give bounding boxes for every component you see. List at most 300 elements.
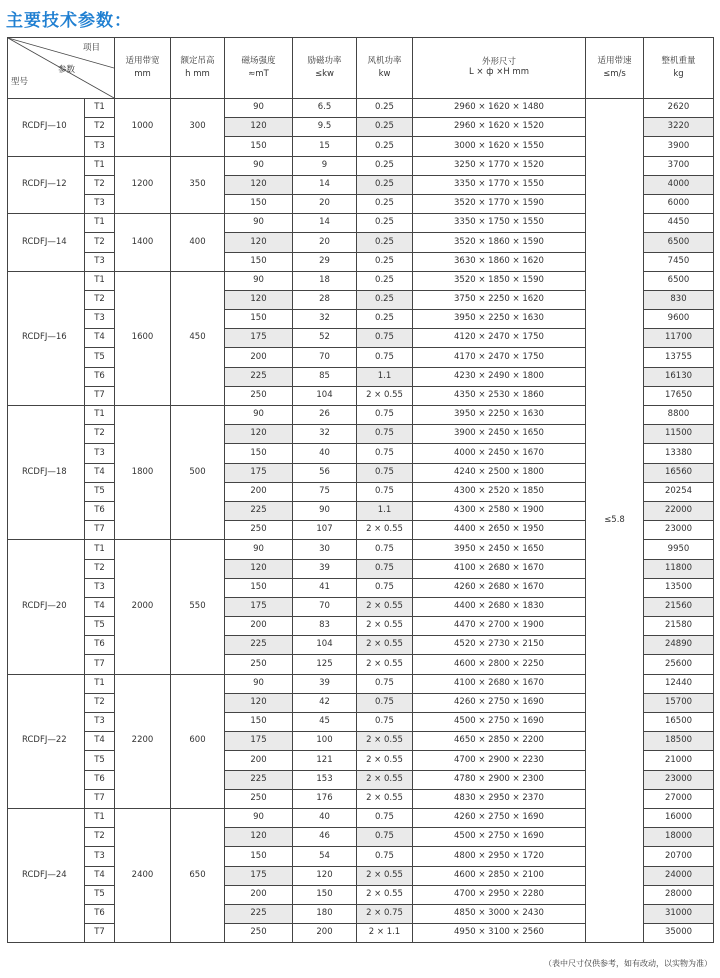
type-cell: T6 bbox=[85, 904, 115, 923]
fan-power-cell: 2 × 0.55 bbox=[357, 655, 413, 674]
field-strength-cell: 90 bbox=[225, 674, 293, 693]
field-strength-cell: 250 bbox=[225, 924, 293, 943]
field-strength-cell: 120 bbox=[225, 425, 293, 444]
excite-power-cell: 176 bbox=[293, 789, 357, 808]
dimensions-cell: 4170 × 2470 × 1750 bbox=[413, 348, 586, 367]
field-strength-cell: 120 bbox=[225, 118, 293, 137]
type-cell: T3 bbox=[85, 713, 115, 732]
excite-power-cell: 20 bbox=[293, 233, 357, 252]
dimensions-cell: 4800 × 2950 × 1720 bbox=[413, 847, 586, 866]
fan-power-cell: 0.25 bbox=[357, 233, 413, 252]
type-cell: T1 bbox=[85, 406, 115, 425]
type-cell: T4 bbox=[85, 732, 115, 751]
weight-cell: 18500 bbox=[644, 732, 714, 751]
weight-cell: 2620 bbox=[644, 99, 714, 118]
field-strength-cell: 250 bbox=[225, 386, 293, 405]
model-cell: RCDFJ—10 bbox=[8, 99, 85, 157]
lift-height-cell: 500 bbox=[171, 406, 225, 540]
fan-power-cell: 0.75 bbox=[357, 444, 413, 463]
excite-power-cell: 125 bbox=[293, 655, 357, 674]
dimensions-cell: 4300 × 2520 × 1850 bbox=[413, 482, 586, 501]
weight-cell: 16560 bbox=[644, 463, 714, 482]
weight-cell: 4450 bbox=[644, 214, 714, 233]
fan-power-cell: 0.75 bbox=[357, 406, 413, 425]
weight-cell: 11500 bbox=[644, 425, 714, 444]
lift-height-cell: 300 bbox=[171, 99, 225, 157]
type-cell: T3 bbox=[85, 310, 115, 329]
weight-cell: 31000 bbox=[644, 904, 714, 923]
fan-power-cell: 2 × 0.55 bbox=[357, 732, 413, 751]
weight-cell: 3900 bbox=[644, 137, 714, 156]
weight-cell: 27000 bbox=[644, 789, 714, 808]
fan-power-cell: 0.25 bbox=[357, 156, 413, 175]
weight-cell: 13755 bbox=[644, 348, 714, 367]
fan-power-cell: 0.25 bbox=[357, 214, 413, 233]
excite-power-cell: 46 bbox=[293, 828, 357, 847]
weight-cell: 16500 bbox=[644, 713, 714, 732]
type-cell: T4 bbox=[85, 866, 115, 885]
excite-power-cell: 121 bbox=[293, 751, 357, 770]
field-strength-cell: 175 bbox=[225, 732, 293, 751]
field-strength-cell: 120 bbox=[225, 290, 293, 309]
fan-power-cell: 2 × 0.55 bbox=[357, 866, 413, 885]
field-strength-cell: 120 bbox=[225, 693, 293, 712]
fan-power-cell: 0.75 bbox=[357, 674, 413, 693]
excite-power-cell: 20 bbox=[293, 194, 357, 213]
type-cell: T1 bbox=[85, 674, 115, 693]
fan-power-cell: 0.25 bbox=[357, 99, 413, 118]
weight-cell: 7450 bbox=[644, 252, 714, 271]
weight-cell: 6500 bbox=[644, 233, 714, 252]
fan-power-cell: 0.75 bbox=[357, 828, 413, 847]
lift-height-cell: 450 bbox=[171, 271, 225, 405]
dimensions-cell: 4100 × 2680 × 1670 bbox=[413, 559, 586, 578]
fan-power-cell: 2 × 1.1 bbox=[357, 924, 413, 943]
weight-cell: 21000 bbox=[644, 751, 714, 770]
type-cell: T7 bbox=[85, 386, 115, 405]
field-strength-cell: 200 bbox=[225, 348, 293, 367]
excite-power-cell: 28 bbox=[293, 290, 357, 309]
weight-cell: 9950 bbox=[644, 540, 714, 559]
belt-width-cell: 1800 bbox=[115, 406, 171, 540]
excite-power-cell: 83 bbox=[293, 617, 357, 636]
excite-power-cell: 90 bbox=[293, 501, 357, 520]
fan-power-cell: 0.25 bbox=[357, 290, 413, 309]
field-strength-cell: 200 bbox=[225, 885, 293, 904]
type-cell: T1 bbox=[85, 540, 115, 559]
fan-power-cell: 0.75 bbox=[357, 713, 413, 732]
field-strength-cell: 250 bbox=[225, 655, 293, 674]
dimensions-cell: 4830 × 2950 × 2370 bbox=[413, 789, 586, 808]
dimensions-cell: 4240 × 2500 × 1800 bbox=[413, 463, 586, 482]
dimensions-cell: 4850 × 3000 × 2430 bbox=[413, 904, 586, 923]
excite-power-cell: 107 bbox=[293, 521, 357, 540]
fan-power-cell: 0.25 bbox=[357, 271, 413, 290]
type-cell: T5 bbox=[85, 751, 115, 770]
fan-power-cell: 0.75 bbox=[357, 329, 413, 348]
dimensions-cell: 3900 × 2450 × 1650 bbox=[413, 425, 586, 444]
belt-width-cell: 2000 bbox=[115, 540, 171, 674]
fan-power-cell: 2 × 0.55 bbox=[357, 770, 413, 789]
weight-cell: 17650 bbox=[644, 386, 714, 405]
field-strength-cell: 200 bbox=[225, 617, 293, 636]
weight-cell: 11800 bbox=[644, 559, 714, 578]
dimensions-cell: 4650 × 2850 × 2200 bbox=[413, 732, 586, 751]
header-belt-speed: 适用带速 ≤m/s bbox=[586, 38, 644, 99]
field-strength-cell: 90 bbox=[225, 99, 293, 118]
field-strength-cell: 120 bbox=[225, 559, 293, 578]
dimensions-cell: 4000 × 2450 × 1670 bbox=[413, 444, 586, 463]
header-belt-width: 适用带宽 mm bbox=[115, 38, 171, 99]
dimensions-cell: 4500 × 2750 × 1690 bbox=[413, 713, 586, 732]
type-cell: T7 bbox=[85, 924, 115, 943]
field-strength-cell: 90 bbox=[225, 271, 293, 290]
fan-power-cell: 0.25 bbox=[357, 310, 413, 329]
model-cell: RCDFJ—22 bbox=[8, 674, 85, 808]
dimensions-cell: 3350 × 1770 × 1550 bbox=[413, 175, 586, 194]
weight-cell: 8800 bbox=[644, 406, 714, 425]
model-cell: RCDFJ—20 bbox=[8, 540, 85, 674]
excite-power-cell: 14 bbox=[293, 175, 357, 194]
excite-power-cell: 45 bbox=[293, 713, 357, 732]
type-cell: T7 bbox=[85, 521, 115, 540]
weight-cell: 9600 bbox=[644, 310, 714, 329]
belt-width-cell: 1000 bbox=[115, 99, 171, 157]
type-cell: T5 bbox=[85, 617, 115, 636]
dimensions-cell: 4260 × 2750 × 1690 bbox=[413, 808, 586, 827]
page-title: 主要技术参数： bbox=[6, 11, 132, 31]
field-strength-cell: 225 bbox=[225, 636, 293, 655]
weight-cell: 12440 bbox=[644, 674, 714, 693]
type-cell: T1 bbox=[85, 214, 115, 233]
dimensions-cell: 4350 × 2530 × 1860 bbox=[413, 386, 586, 405]
weight-cell: 6500 bbox=[644, 271, 714, 290]
belt-speed-cell: ≤5.8 bbox=[586, 99, 644, 943]
excite-power-cell: 29 bbox=[293, 252, 357, 271]
excite-power-cell: 42 bbox=[293, 693, 357, 712]
type-cell: T3 bbox=[85, 194, 115, 213]
field-strength-cell: 150 bbox=[225, 847, 293, 866]
dimensions-cell: 4500 × 2750 × 1690 bbox=[413, 828, 586, 847]
type-cell: T1 bbox=[85, 271, 115, 290]
dimensions-cell: 3000 × 1620 × 1550 bbox=[413, 137, 586, 156]
type-cell: T6 bbox=[85, 770, 115, 789]
weight-cell: 25600 bbox=[644, 655, 714, 674]
lift-height-cell: 550 bbox=[171, 540, 225, 674]
dimensions-cell: 3350 × 1750 × 1550 bbox=[413, 214, 586, 233]
weight-cell: 11700 bbox=[644, 329, 714, 348]
weight-cell: 20254 bbox=[644, 482, 714, 501]
dimensions-cell: 2960 × 1620 × 1480 bbox=[413, 99, 586, 118]
excite-power-cell: 6.5 bbox=[293, 99, 357, 118]
field-strength-cell: 150 bbox=[225, 444, 293, 463]
fan-power-cell: 2 × 0.55 bbox=[357, 597, 413, 616]
field-strength-cell: 90 bbox=[225, 156, 293, 175]
weight-cell: 20700 bbox=[644, 847, 714, 866]
type-cell: T2 bbox=[85, 175, 115, 194]
dimensions-cell: 3250 × 1770 × 1520 bbox=[413, 156, 586, 175]
dimensions-cell: 3520 × 1860 × 1590 bbox=[413, 233, 586, 252]
fan-power-cell: 0.75 bbox=[357, 693, 413, 712]
excite-power-cell: 40 bbox=[293, 444, 357, 463]
header-corner bbox=[8, 38, 115, 99]
model-cell: RCDFJ—16 bbox=[8, 271, 85, 405]
type-cell: T3 bbox=[85, 578, 115, 597]
weight-cell: 3700 bbox=[644, 156, 714, 175]
weight-cell: 35000 bbox=[644, 924, 714, 943]
field-strength-cell: 200 bbox=[225, 482, 293, 501]
weight-cell: 6000 bbox=[644, 194, 714, 213]
header-corner-param: 参数 bbox=[58, 65, 76, 75]
dimensions-cell: 4260 × 2750 × 1690 bbox=[413, 693, 586, 712]
type-cell: T6 bbox=[85, 636, 115, 655]
type-cell: T1 bbox=[85, 808, 115, 827]
field-strength-cell: 150 bbox=[225, 713, 293, 732]
type-cell: T4 bbox=[85, 597, 115, 616]
type-cell: T2 bbox=[85, 118, 115, 137]
dimensions-cell: 4600 × 2850 × 2100 bbox=[413, 866, 586, 885]
lift-height-cell: 600 bbox=[171, 674, 225, 808]
dimensions-cell: 4950 × 3100 × 2560 bbox=[413, 924, 586, 943]
field-strength-cell: 120 bbox=[225, 175, 293, 194]
model-cell: RCDFJ—24 bbox=[8, 808, 85, 942]
header-fan-power: 风机功率 kw bbox=[357, 38, 413, 99]
fan-power-cell: 2 × 0.55 bbox=[357, 521, 413, 540]
table-body bbox=[8, 99, 714, 943]
weight-cell: 16000 bbox=[644, 808, 714, 827]
field-strength-cell: 250 bbox=[225, 521, 293, 540]
header-lift-height: 额定吊高 h mm bbox=[171, 38, 225, 99]
dimensions-cell: 3950 × 2250 × 1630 bbox=[413, 406, 586, 425]
lift-height-cell: 650 bbox=[171, 808, 225, 942]
field-strength-cell: 225 bbox=[225, 501, 293, 520]
header-field-strength: 磁场强度 ≈mT bbox=[225, 38, 293, 99]
table-row bbox=[8, 99, 714, 118]
excite-power-cell: 200 bbox=[293, 924, 357, 943]
type-cell: T5 bbox=[85, 885, 115, 904]
excite-power-cell: 30 bbox=[293, 540, 357, 559]
type-cell: T7 bbox=[85, 655, 115, 674]
fan-power-cell: 2 × 0.75 bbox=[357, 904, 413, 923]
field-strength-cell: 175 bbox=[225, 463, 293, 482]
type-cell: T2 bbox=[85, 828, 115, 847]
excite-power-cell: 39 bbox=[293, 559, 357, 578]
fan-power-cell: 2 × 0.55 bbox=[357, 386, 413, 405]
fan-power-cell: 0.25 bbox=[357, 252, 413, 271]
fan-power-cell: 0.75 bbox=[357, 540, 413, 559]
field-strength-cell: 150 bbox=[225, 137, 293, 156]
type-cell: T2 bbox=[85, 290, 115, 309]
excite-power-cell: 40 bbox=[293, 808, 357, 827]
field-strength-cell: 90 bbox=[225, 406, 293, 425]
excite-power-cell: 153 bbox=[293, 770, 357, 789]
dimensions-cell: 4700 × 2900 × 2230 bbox=[413, 751, 586, 770]
fan-power-cell: 0.75 bbox=[357, 348, 413, 367]
field-strength-cell: 225 bbox=[225, 904, 293, 923]
type-cell: T2 bbox=[85, 425, 115, 444]
belt-width-cell: 2200 bbox=[115, 674, 171, 808]
dimensions-cell: 4600 × 2800 × 2250 bbox=[413, 655, 586, 674]
excite-power-cell: 52 bbox=[293, 329, 357, 348]
lift-height-cell: 400 bbox=[171, 214, 225, 272]
weight-cell: 13380 bbox=[644, 444, 714, 463]
fan-power-cell: 1.1 bbox=[357, 367, 413, 386]
type-cell: T3 bbox=[85, 444, 115, 463]
dimensions-cell: 4520 × 2730 × 2150 bbox=[413, 636, 586, 655]
fan-power-cell: 0.75 bbox=[357, 578, 413, 597]
dimensions-cell: 4780 × 2900 × 2300 bbox=[413, 770, 586, 789]
dimensions-cell: 3520 × 1770 × 1590 bbox=[413, 194, 586, 213]
header-corner-item: 项目 bbox=[82, 43, 100, 53]
excite-power-cell: 32 bbox=[293, 425, 357, 444]
fan-power-cell: 2 × 0.55 bbox=[357, 789, 413, 808]
weight-cell: 15700 bbox=[644, 693, 714, 712]
weight-cell: 21560 bbox=[644, 597, 714, 616]
field-strength-cell: 90 bbox=[225, 214, 293, 233]
fan-power-cell: 0.25 bbox=[357, 175, 413, 194]
field-strength-cell: 90 bbox=[225, 808, 293, 827]
belt-width-cell: 1200 bbox=[115, 156, 171, 214]
header-excite-power: 励磁功率 ≤kw bbox=[293, 38, 357, 99]
fan-power-cell: 0.75 bbox=[357, 847, 413, 866]
dimensions-cell: 2960 × 1620 × 1520 bbox=[413, 118, 586, 137]
spec-table bbox=[7, 37, 714, 943]
field-strength-cell: 90 bbox=[225, 540, 293, 559]
fan-power-cell: 0.25 bbox=[357, 194, 413, 213]
weight-cell: 22000 bbox=[644, 501, 714, 520]
dimensions-cell: 3750 × 2250 × 1620 bbox=[413, 290, 586, 309]
excite-power-cell: 100 bbox=[293, 732, 357, 751]
weight-cell: 830 bbox=[644, 290, 714, 309]
field-strength-cell: 225 bbox=[225, 770, 293, 789]
type-cell: T7 bbox=[85, 789, 115, 808]
dimensions-cell: 4700 × 2950 × 2280 bbox=[413, 885, 586, 904]
weight-cell: 23000 bbox=[644, 521, 714, 540]
fan-power-cell: 2 × 0.55 bbox=[357, 617, 413, 636]
lift-height-cell: 350 bbox=[171, 156, 225, 214]
dimensions-cell: 4400 × 2650 × 1950 bbox=[413, 521, 586, 540]
type-cell: T3 bbox=[85, 847, 115, 866]
excite-power-cell: 26 bbox=[293, 406, 357, 425]
weight-cell: 4000 bbox=[644, 175, 714, 194]
dimensions-cell: 4120 × 2470 × 1750 bbox=[413, 329, 586, 348]
fan-power-cell: 1.1 bbox=[357, 501, 413, 520]
field-strength-cell: 225 bbox=[225, 367, 293, 386]
excite-power-cell: 150 bbox=[293, 885, 357, 904]
excite-power-cell: 41 bbox=[293, 578, 357, 597]
excite-power-cell: 14 bbox=[293, 214, 357, 233]
fan-power-cell: 0.75 bbox=[357, 463, 413, 482]
excite-power-cell: 18 bbox=[293, 271, 357, 290]
header-weight: 整机重量 kg bbox=[644, 38, 714, 99]
dimensions-cell: 4100 × 2680 × 1670 bbox=[413, 674, 586, 693]
type-cell: T2 bbox=[85, 233, 115, 252]
weight-cell: 3220 bbox=[644, 118, 714, 137]
header-corner-model: 型号 bbox=[11, 77, 29, 87]
fan-power-cell: 0.75 bbox=[357, 808, 413, 827]
type-cell: T1 bbox=[85, 156, 115, 175]
dimensions-cell: 3520 × 1850 × 1590 bbox=[413, 271, 586, 290]
field-strength-cell: 120 bbox=[225, 233, 293, 252]
excite-power-cell: 104 bbox=[293, 386, 357, 405]
field-strength-cell: 150 bbox=[225, 194, 293, 213]
type-cell: T4 bbox=[85, 329, 115, 348]
fan-power-cell: 0.75 bbox=[357, 559, 413, 578]
model-cell: RCDFJ—14 bbox=[8, 214, 85, 272]
footnote: （表中尺寸仅供参考，如有改动，以实物为准） bbox=[544, 959, 712, 968]
dimensions-cell: 4470 × 2700 × 1900 bbox=[413, 617, 586, 636]
dimensions-cell: 4230 × 2490 × 1800 bbox=[413, 367, 586, 386]
weight-cell: 24000 bbox=[644, 866, 714, 885]
type-cell: T5 bbox=[85, 348, 115, 367]
type-cell: T3 bbox=[85, 137, 115, 156]
type-cell: T3 bbox=[85, 252, 115, 271]
dimensions-cell: 3950 × 2250 × 1630 bbox=[413, 310, 586, 329]
field-strength-cell: 175 bbox=[225, 329, 293, 348]
weight-cell: 23000 bbox=[644, 770, 714, 789]
weight-cell: 21580 bbox=[644, 617, 714, 636]
belt-width-cell: 2400 bbox=[115, 808, 171, 942]
excite-power-cell: 39 bbox=[293, 674, 357, 693]
fan-power-cell: 0.25 bbox=[357, 137, 413, 156]
field-strength-cell: 150 bbox=[225, 578, 293, 597]
weight-cell: 24890 bbox=[644, 636, 714, 655]
fan-power-cell: 0.75 bbox=[357, 425, 413, 444]
excite-power-cell: 56 bbox=[293, 463, 357, 482]
excite-power-cell: 85 bbox=[293, 367, 357, 386]
header-row bbox=[8, 38, 714, 99]
excite-power-cell: 180 bbox=[293, 904, 357, 923]
model-cell: RCDFJ—18 bbox=[8, 406, 85, 540]
weight-cell: 16130 bbox=[644, 367, 714, 386]
dimensions-cell: 3950 × 2450 × 1650 bbox=[413, 540, 586, 559]
field-strength-cell: 175 bbox=[225, 866, 293, 885]
model-cell: RCDFJ—12 bbox=[8, 156, 85, 214]
type-cell: T4 bbox=[85, 463, 115, 482]
weight-cell: 28000 bbox=[644, 885, 714, 904]
dimensions-cell: 4300 × 2580 × 1900 bbox=[413, 501, 586, 520]
fan-power-cell: 0.25 bbox=[357, 118, 413, 137]
header-dimensions: 外形尺寸 L × ф ×H mm bbox=[413, 38, 586, 99]
fan-power-cell: 2 × 0.55 bbox=[357, 636, 413, 655]
type-cell: T2 bbox=[85, 693, 115, 712]
type-cell: T1 bbox=[85, 99, 115, 118]
dimensions-cell: 4400 × 2680 × 1830 bbox=[413, 597, 586, 616]
field-strength-cell: 120 bbox=[225, 828, 293, 847]
type-cell: T5 bbox=[85, 482, 115, 501]
fan-power-cell: 2 × 0.55 bbox=[357, 751, 413, 770]
excite-power-cell: 70 bbox=[293, 597, 357, 616]
field-strength-cell: 150 bbox=[225, 252, 293, 271]
field-strength-cell: 200 bbox=[225, 751, 293, 770]
belt-width-cell: 1400 bbox=[115, 214, 171, 272]
excite-power-cell: 15 bbox=[293, 137, 357, 156]
excite-power-cell: 75 bbox=[293, 482, 357, 501]
excite-power-cell: 9.5 bbox=[293, 118, 357, 137]
field-strength-cell: 175 bbox=[225, 597, 293, 616]
type-cell: T6 bbox=[85, 367, 115, 386]
field-strength-cell: 250 bbox=[225, 789, 293, 808]
weight-cell: 18000 bbox=[644, 828, 714, 847]
fan-power-cell: 2 × 0.55 bbox=[357, 885, 413, 904]
belt-width-cell: 1600 bbox=[115, 271, 171, 405]
type-cell: T2 bbox=[85, 559, 115, 578]
excite-power-cell: 32 bbox=[293, 310, 357, 329]
excite-power-cell: 104 bbox=[293, 636, 357, 655]
dimensions-cell: 4260 × 2680 × 1670 bbox=[413, 578, 586, 597]
type-cell: T6 bbox=[85, 501, 115, 520]
field-strength-cell: 150 bbox=[225, 310, 293, 329]
